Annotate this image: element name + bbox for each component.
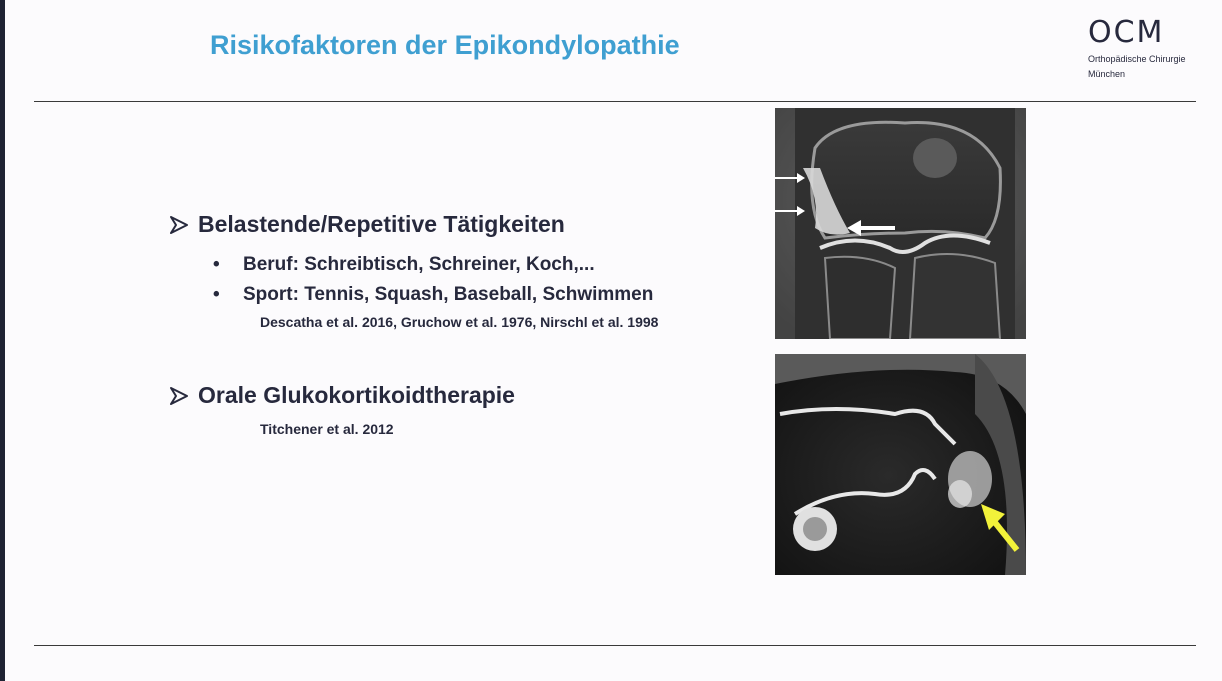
- list-item: [213, 254, 595, 276]
- section-heading-1: [168, 211, 565, 238]
- left-edge-bar: [0, 0, 5, 681]
- arrowhead-icon: [168, 385, 190, 407]
- section-heading-2: [168, 382, 515, 409]
- logo-mark: OCM: [1088, 15, 1165, 50]
- top-divider: [34, 101, 1196, 102]
- section-heading-2-text: Orale Glukokortikoidtherapie: [198, 382, 515, 408]
- mri-image-axial: [775, 354, 1026, 575]
- section-heading-1-text: Belastende/Repetitive Tätigkeiten: [198, 211, 565, 237]
- citation-2: Titchener et al. 2012: [260, 421, 394, 437]
- logo-subtitle-line1: Orthopädische Chirurgie: [1088, 54, 1186, 64]
- list-item-text: Beruf: Schreibtisch, Schreiner, Koch,...: [243, 254, 595, 275]
- logo-subtitle-line2: München: [1088, 69, 1126, 79]
- list-item-text: Sport: Tennis, Squash, Baseball, Schwimmen: [243, 284, 654, 305]
- bullet-dot: •: [213, 254, 220, 275]
- ocm-logo: [1088, 16, 1208, 80]
- bottom-divider: [34, 645, 1196, 646]
- arrowhead-icon: [168, 214, 190, 236]
- mri-image-coronal: [775, 108, 1026, 339]
- slide-title: Risikofaktoren der Epikondylopathie: [210, 30, 680, 60]
- list-item: [213, 284, 653, 306]
- citation-1: Descatha et al. 2016, Gruchow et al. 1976, Nirschl et al. 1998: [260, 314, 659, 330]
- bullet-dot: •: [213, 284, 220, 305]
